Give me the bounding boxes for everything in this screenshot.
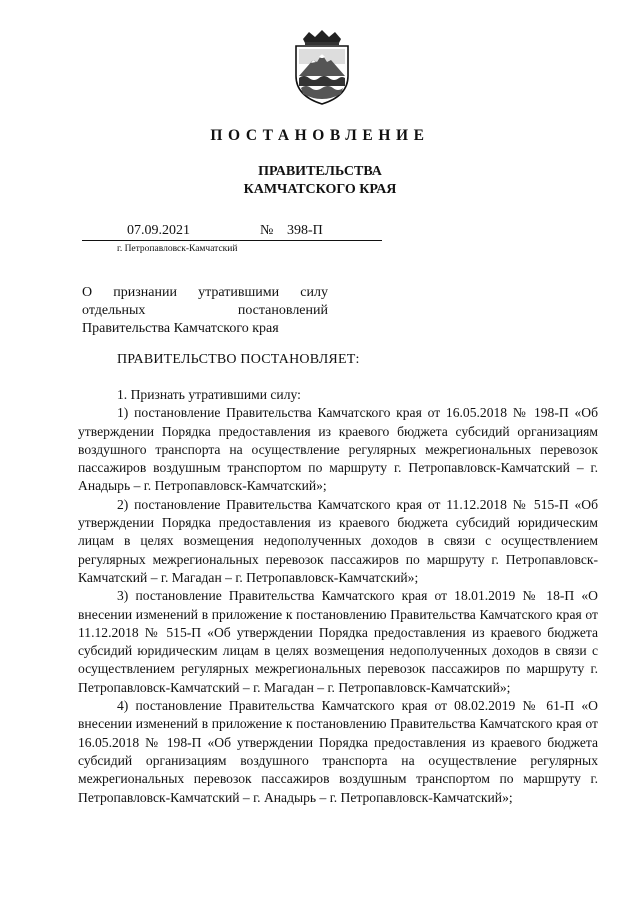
authority-line-1: ПРАВИТЕЛЬСТВА [258, 164, 382, 179]
document-city: г. Петропавловск-Камчатский [117, 244, 238, 254]
paragraph: 1) постановление Правительства Камчатского края от 16.05.2018 № 198-П «Об утверждении Порядка предоставления из краевого бюджета субсидий организациям воздушного транспорта на осуществление регулярных межрегиональных перевозок пассажиров воздушным транспортом по маршруту г. Петропавловск-Камчатский – г. Анадырь – г. Петропавловск-Камчатский»; [78, 405, 598, 494]
paragraph: 1. Признать утратившими силу: [117, 387, 301, 402]
date-number-rule [82, 240, 382, 241]
authority-line-2: КАМЧАТСКОГО КРАЯ [243, 182, 397, 197]
paragraph: 4) постановление Правительства Камчатского края от 08.02.2019 № 61-П «О внесении изменений в приложение к постановлению Правительства Камчатского края от 16.05.2018 № 198-П «Об утверждении Порядка предоставления из краевого бюджета субсидий организациям воздушного транспорта на осуществление регулярных межрегиональных перевозок пассажиров воздушным транспортом по маршруту г. Петропавловск-Камчатский – г. Анадырь – г. Петропавловск-Камчатский»; [78, 698, 598, 805]
issuing-authority [0, 163, 640, 199]
document-title [82, 284, 328, 338]
document-body [78, 386, 598, 807]
paragraph: 3) постановление Правительства Камчатского края от 18.01.2019 № 18-П «О внесении изменений в приложение к постановлению Правительства Камчатского края от 11.12.2018 № 515-П «Об утверждении Порядка предоставления из краевого бюджета субсидий юридическим лицам в целях возмещения недополученных доходов в связи с осуществлением регулярных межрегиональных перевозок пассажиров по маршруту г. Петропавловск-Камчатский – г. Магадан – г. Петропавловск-Камчатский»; [78, 588, 598, 695]
paragraph: 2) постановление Правительства Камчатского края от 11.12.2018 № 515-П «Об утверждении Порядка предоставления из краевого бюджета субсидий юридическим лицам в целях возмещения недополученных доходов в связи с осуществлением регулярных межрегиональных перевозок пассажиров по маршруту г. Петропавловск-Камчатский – г. Магадан – г. Петропавловск-Камчатский»; [78, 496, 598, 585]
document-date: 07.09.2021 [127, 223, 190, 238]
title-line-3: Правительства Камчатского края [82, 321, 279, 336]
document-type-heading: ПОСТАНОВЛЕНИЕ [210, 127, 430, 144]
decree-statement: ПРАВИТЕЛЬСТВО ПОСТАНОВЛЯЕТ: [117, 352, 360, 367]
number-sign: № [260, 223, 274, 238]
kamchatka-coat-of-arms-icon [289, 30, 355, 106]
title-line-1: О признании утратившими силу [82, 285, 328, 300]
title-line-2: отдельных постановлений [82, 303, 328, 318]
document-number: 398-П [287, 223, 323, 238]
